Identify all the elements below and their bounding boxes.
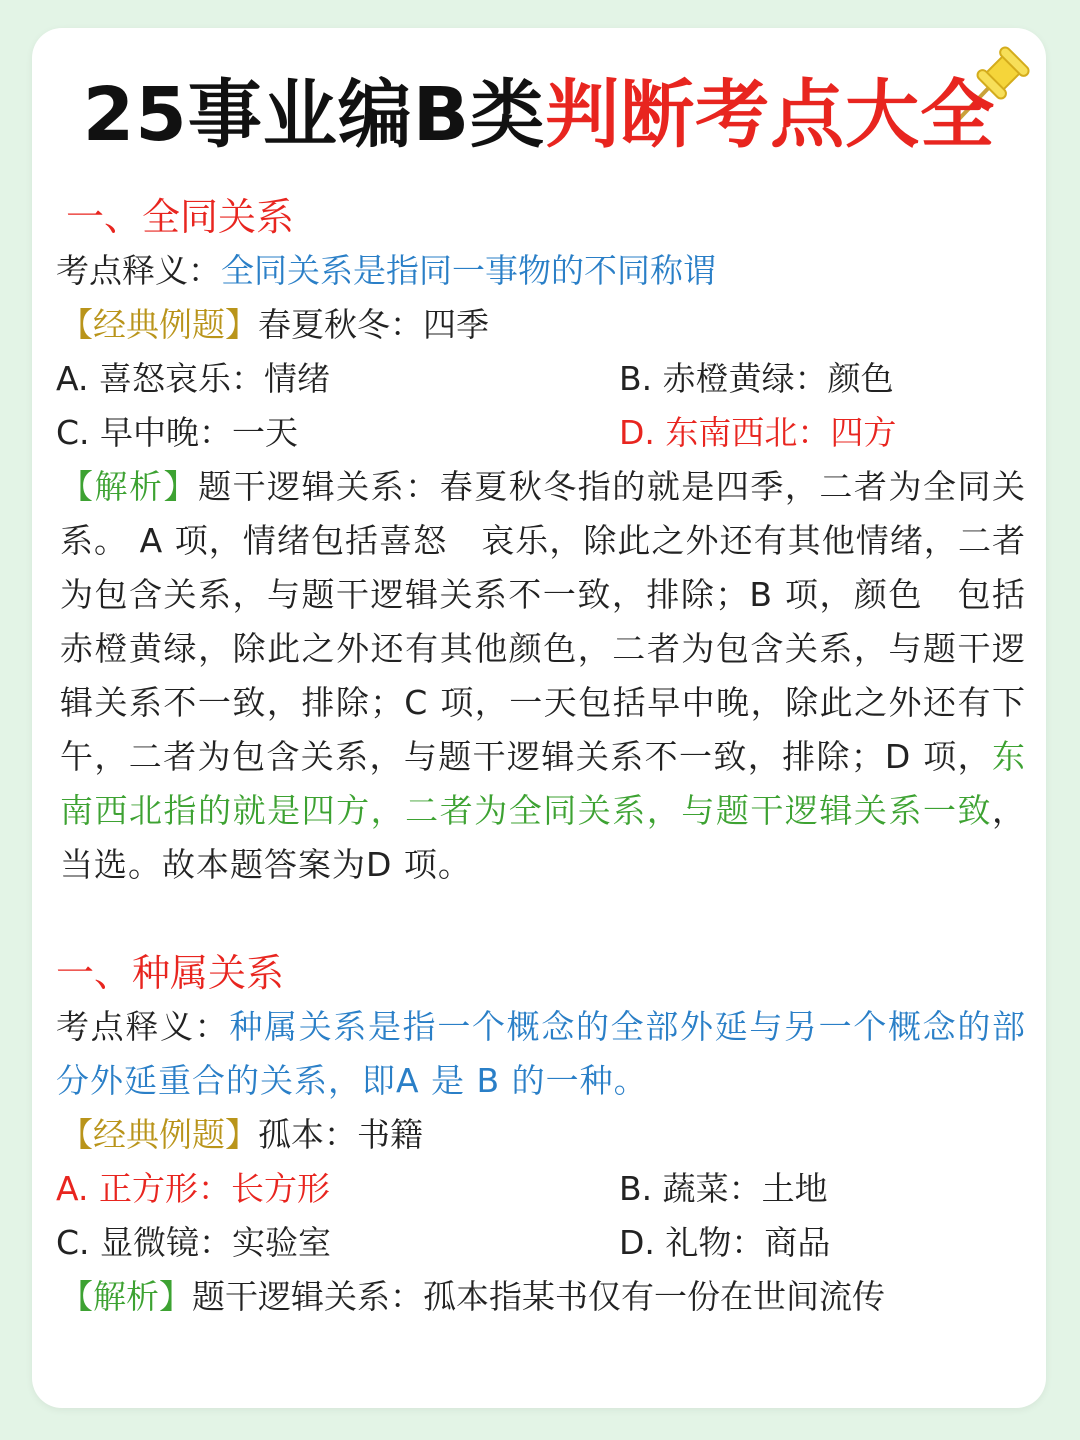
example-text: 春夏秋冬：四季 [258,305,489,344]
example-text: 孤本：书籍 [258,1115,423,1154]
main-content [56,190,1026,1324]
analysis-label: 【解析】 [60,1277,192,1316]
option-b: B. 蔬菜：土地 [619,1169,828,1208]
analysis-text: 题干逻辑关系：孤本指某书仅有一份在世间流传 [192,1277,885,1316]
section2-analysis [56,1270,1026,1324]
definition-label: 考点释义： [56,251,221,290]
analysis-text: 题干逻辑关系：春夏秋冬指的就是四季，二者为全同关系。 A 项，情绪包括喜怒 哀乐，除此之外还有其他情绪，二者为包含关系，与题干逻辑关系不一致，排除；B 项，颜色 包括赤橙黄绿，除此之外还有其他颜色，二者为包含关系，与题干逻辑关系不一致，排除；C 项，一天包括早中晚，除此之外还有下午，二者为包含关系，与题干逻辑关系不一致，排除；D 项， [60,467,1027,776]
section-divider [56,892,1026,946]
analysis-label: 【解析】 [60,467,199,506]
option-d: D. 礼物：商品 [619,1223,831,1262]
section2-definition [56,1000,1026,1108]
option-b: B. 赤橙黄绿：颜色 [619,359,894,398]
option-c: C. 早中晚：一天 [56,413,299,452]
section2-example [56,1108,1026,1162]
title-prefix: 25事业编B类 [82,72,546,158]
option-d-correct: D. 东南西北：四方 [619,413,897,452]
section2-options [56,1162,1026,1270]
analysis-highlight: 东南西北指的就是四方，二者为全同关系，与题干逻辑关系一致 [60,737,1026,830]
section1-heading: 一、全同关系 [66,195,295,239]
example-label: 【经典例题】 [60,1115,258,1154]
option-a-correct: A. 正方形：长方形 [56,1169,330,1208]
definition-text: 全同关系是指同一事物的不同称谓 [221,251,716,290]
option-c: C. 显微镜：实验室 [56,1223,332,1262]
section2-heading: 一、种属关系 [56,951,285,995]
section1-example [56,298,1026,352]
analysis-conclusion: ，当选。故本题答案为D 项。 [60,791,1026,884]
example-label: 【经典例题】 [60,305,258,344]
title-accent: 判断考点大全 [545,72,996,158]
section1-options [56,352,1026,460]
section1-analysis [56,460,1026,892]
section1-definition [56,244,1026,298]
option-a: A. 喜怒哀乐：情绪 [56,359,330,398]
definition-text: 种属关系是指一个概念的全部外延与另一个概念的部分外延重合的关系，即A 是 B 的一种。 [56,1007,1027,1100]
definition-label: 考点释义： [56,1007,230,1046]
page-title [32,70,1046,160]
content-card [32,28,1046,1408]
